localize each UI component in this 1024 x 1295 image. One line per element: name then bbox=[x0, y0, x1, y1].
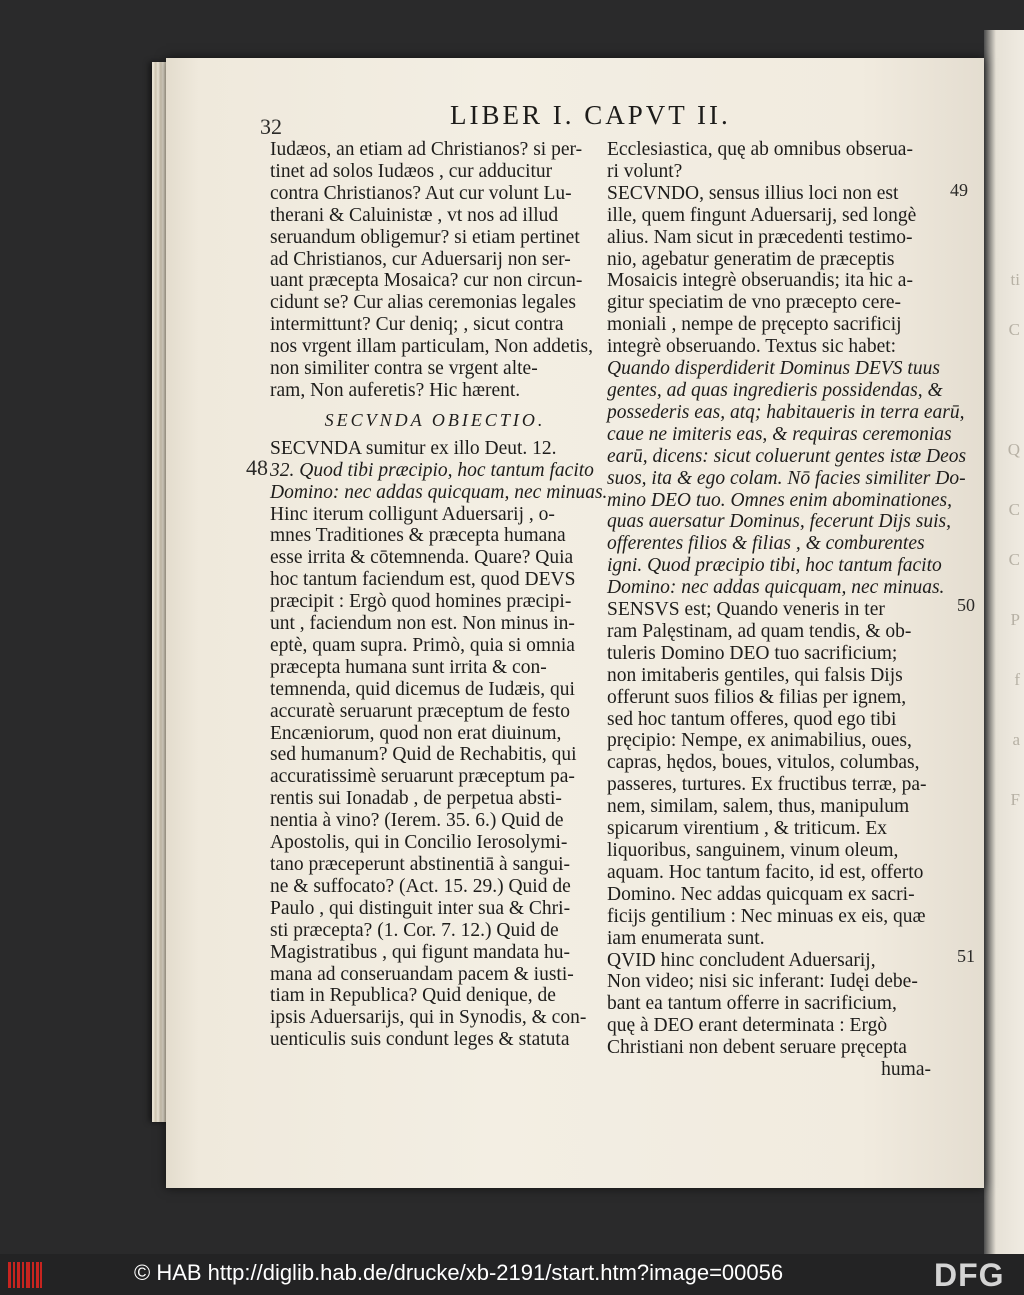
text-line: offerentes filios & filias , & comburentes bbox=[607, 533, 925, 555]
text-line: temnenda, quid dicemus de Iudæis, qui bbox=[270, 678, 575, 700]
running-head bbox=[260, 100, 960, 139]
text-line: sed hoc tantum offeres, quod ego tibi bbox=[607, 708, 897, 730]
text-line: ad Christianos, cur Aduersarij non ser- bbox=[270, 248, 571, 270]
text-line: nio, agebatur generatim de præceptis bbox=[607, 248, 895, 270]
text-line: accuratè seruarunt præceptum de festo bbox=[270, 700, 570, 722]
adjacent-page-fragment: Q bbox=[1007, 440, 1020, 459]
text-line: earū, dicens: sicut coluerunt gentes istæ Deos bbox=[607, 445, 967, 467]
text-line: alius. Nam sicut in præcedenti testimo- bbox=[607, 226, 913, 248]
text-line: SECVNDA sumitur ex illo Deut. 12. bbox=[270, 437, 557, 459]
text-line: SENSVS est; Quando veneris in ter bbox=[607, 599, 885, 621]
adjacent-page-fragment: C bbox=[1008, 550, 1020, 569]
text-line: ille, quem fingunt Aduersarij, sed longè bbox=[607, 204, 917, 226]
text-line: uenticulis suis condunt leges & statuta bbox=[270, 1029, 570, 1051]
adjacent-page-fragment: F bbox=[1010, 790, 1020, 809]
text-line: Quando disperdiderit Dominus DEVS tuus bbox=[607, 358, 940, 380]
left-text-column bbox=[270, 139, 608, 1051]
margin-number: 50 bbox=[957, 595, 975, 615]
text-line: nos vrgent illam particulam, Non addetis, bbox=[270, 336, 593, 358]
hab-barcode-logo-icon bbox=[8, 1262, 42, 1288]
text-line: quas auersatur Dominus, fecerunt Dijs suis, bbox=[607, 511, 951, 533]
text-line: tano præceperunt abstinentiā à sangui- bbox=[270, 854, 570, 875]
dfg-logo: DFG bbox=[934, 1257, 1005, 1293]
page-number: 32 bbox=[260, 114, 282, 139]
text-line: mino DEO tuo. Omnes enim abominationes, bbox=[607, 489, 953, 511]
text-line: mnes Traditiones & præcepta humana bbox=[270, 525, 566, 547]
margin-number: 48 bbox=[246, 455, 268, 480]
text-line: suos, ita & ego colam. Nō facies similiter Do- bbox=[607, 467, 966, 489]
footer-bar bbox=[0, 1254, 1024, 1295]
text-line: quę à DEO erant determinata : Ergò bbox=[607, 1015, 888, 1037]
text-line: therani & Caluinistæ , vt nos ad illud bbox=[270, 204, 559, 226]
adjacent-page-fragment: a bbox=[1012, 730, 1020, 749]
text-line: accuratissimè seruarunt præceptum pa- bbox=[270, 766, 575, 788]
text-line: Domino. Nec addas quicquam ex sacri- bbox=[607, 883, 915, 905]
text-line: 32. Quod tibi præcipio, hoc tantum facito bbox=[270, 459, 594, 481]
margin-number: 51 bbox=[957, 946, 975, 966]
text-line: bant ea tantum offerre in sacrificium, bbox=[607, 993, 897, 1015]
text-line: spicarum virentium , & triticum. Ex bbox=[607, 818, 887, 840]
text-line: Ecclesiastica, quę ab omnibus obserua- bbox=[607, 139, 913, 160]
adjacent-page-fragment: P bbox=[1010, 610, 1020, 629]
text-line: contra Christianos? Aut cur volunt Lu- bbox=[270, 182, 572, 204]
text-line: ne & suffocato? (Act. 15. 29.) Quid de bbox=[270, 875, 571, 897]
text-line: gentes, ad quas ingredieris possidendas, & bbox=[607, 379, 943, 401]
text-line: aquam. Hoc tantum facito, id est, offerto bbox=[607, 861, 924, 883]
adjacent-page-fragment: C bbox=[1008, 320, 1020, 339]
text-line: sti præcepta? (1. Cor. 7. 12.) Quid de bbox=[270, 919, 559, 941]
text-line: pręcipio: Nempe, ex animabilius, oues, bbox=[607, 730, 912, 752]
text-line: ri volunt? bbox=[607, 160, 683, 182]
text-line: liquoribus, sanguinem, vinum oleum, bbox=[607, 840, 899, 861]
adjacent-page-fragment: f bbox=[1014, 670, 1020, 689]
text-line: possederis eas, atq; habitaueris in terra earū, bbox=[607, 401, 965, 423]
text-line: Non video; nisi sic inferant: Iudęi debe- bbox=[607, 971, 918, 993]
text-line: Iudæos, an etiam ad Christianos? si per- bbox=[270, 139, 583, 160]
text-line: Mosaicis integrè obseruandis; ita hic a- bbox=[607, 270, 913, 292]
adjacent-page-edge bbox=[984, 30, 1024, 1254]
text-line: tuleris Domino DEO tuo sacrificium; bbox=[607, 642, 898, 664]
text-line: capras, hędos, boues, vitulos, columbas, bbox=[607, 752, 920, 774]
text-line: tinet ad solos Iudæos , cur adducitur bbox=[270, 160, 553, 182]
text-line: non similiter contra se vrgent alte- bbox=[270, 358, 538, 380]
text-line: ram, Non auferetis? Hic hærent. bbox=[270, 379, 521, 401]
text-line: QVID hinc concludent Aduersarij, bbox=[607, 949, 876, 971]
section-heading: SECVNDA OBIECTIO. bbox=[324, 409, 546, 430]
text-line: non imitaberis gentiles, qui falsis Dijs bbox=[607, 664, 903, 686]
text-line: esse irrita & cōtemnenda. Quare? Quia bbox=[270, 547, 574, 569]
text-line: Domino: nec addas quicquam, nec minuas. bbox=[270, 481, 608, 503]
text-line: rentis sui Ionadab , de perpetua absti- bbox=[270, 788, 562, 810]
text-line: iam enumerata sunt. bbox=[607, 927, 765, 949]
text-line: gitur speciatim de vno præcepto cere- bbox=[607, 292, 902, 314]
text-line: uant præcepta Mosaica? cur non circun- bbox=[270, 270, 583, 292]
text-line: Magistratibus , qui figunt mandata hu- bbox=[270, 941, 571, 963]
text-line: Paulo , qui distinguit inter sua & Chri- bbox=[270, 897, 571, 919]
text-line: caue ne imiteris eas, & requiras ceremonias bbox=[607, 423, 952, 445]
text-line: eptè, quam supra. Primò, quia si omnia bbox=[270, 634, 575, 656]
copyright-url[interactable]: © HAB http://diglib.hab.de/drucke/xb-2191/start.htm?image=00056 bbox=[134, 1260, 784, 1285]
text-line: ram Palęstinam, ad quam tendis, & ob- bbox=[607, 620, 912, 642]
text-line: sed humanum? Quid de Rechabitis, qui bbox=[270, 744, 577, 766]
text-line: igni. Quod præcipio tibi, hoc tantum facito bbox=[607, 555, 942, 577]
text-line: mana ad conseruandam pacem & iusti- bbox=[270, 963, 574, 985]
text-line: præcepta humana sunt irrita & con- bbox=[270, 656, 547, 678]
text-line: Domino: nec addas quicquam, nec minuas. bbox=[607, 577, 945, 599]
margin-number: 49 bbox=[950, 180, 968, 200]
text-line: integrè obseruando. Textus sic habet: bbox=[607, 336, 897, 358]
text-line: hoc tantum faciendum est, quod DEVS bbox=[270, 569, 576, 591]
text-line: Encæniorum, quod non erat diuinum, bbox=[270, 722, 562, 744]
text-line: cidunt se? Cur alias ceremonias legales bbox=[270, 292, 576, 314]
text-line: nem, similam, salem, thus, manipulum bbox=[607, 796, 910, 818]
text-line: ipsis Aduersarijs, qui in Synodis, & con- bbox=[270, 1007, 587, 1029]
text-line: moniali , nempe de pręcepto sacrificij bbox=[607, 314, 902, 336]
text-line: passeres, turtures. Ex fructibus terræ, pa- bbox=[607, 774, 927, 796]
running-title: LIBER I. CAPVT II. bbox=[450, 100, 731, 130]
adjacent-page-fragment: ti bbox=[1010, 270, 1020, 289]
text-line: huma- bbox=[881, 1059, 931, 1081]
text-line: nentia à vino? (Ierem. 35. 6.) Quid de bbox=[270, 810, 564, 832]
text-line: SECVNDO, sensus illius loci non est bbox=[607, 182, 899, 204]
text-line: seruandum obligemur? si etiam pertinet bbox=[270, 226, 580, 248]
text-line: Christiani non debent seruare pręcepta bbox=[607, 1037, 907, 1059]
text-line: intermittunt? Cur deniq; , sicut contra bbox=[270, 314, 564, 336]
text-line: offerunt suos filios & filias per ignem, bbox=[607, 686, 907, 708]
text-line: ficijs gentilium : Nec minuas ex eis, quæ bbox=[607, 905, 926, 927]
text-line: præcipit : Ergò quod homines præcipi- bbox=[270, 591, 572, 613]
text-line: Hinc iterum colligunt Aduersarij , o- bbox=[270, 503, 555, 525]
text-line: unt , faciendum non est. Non minus in- bbox=[270, 613, 575, 635]
text-line: Apostolis, qui in Concilio Ierosolymi- bbox=[270, 832, 568, 854]
adjacent-page-fragment: C bbox=[1008, 500, 1020, 519]
text-line: tiam in Republica? Quid denique, de bbox=[270, 985, 556, 1007]
